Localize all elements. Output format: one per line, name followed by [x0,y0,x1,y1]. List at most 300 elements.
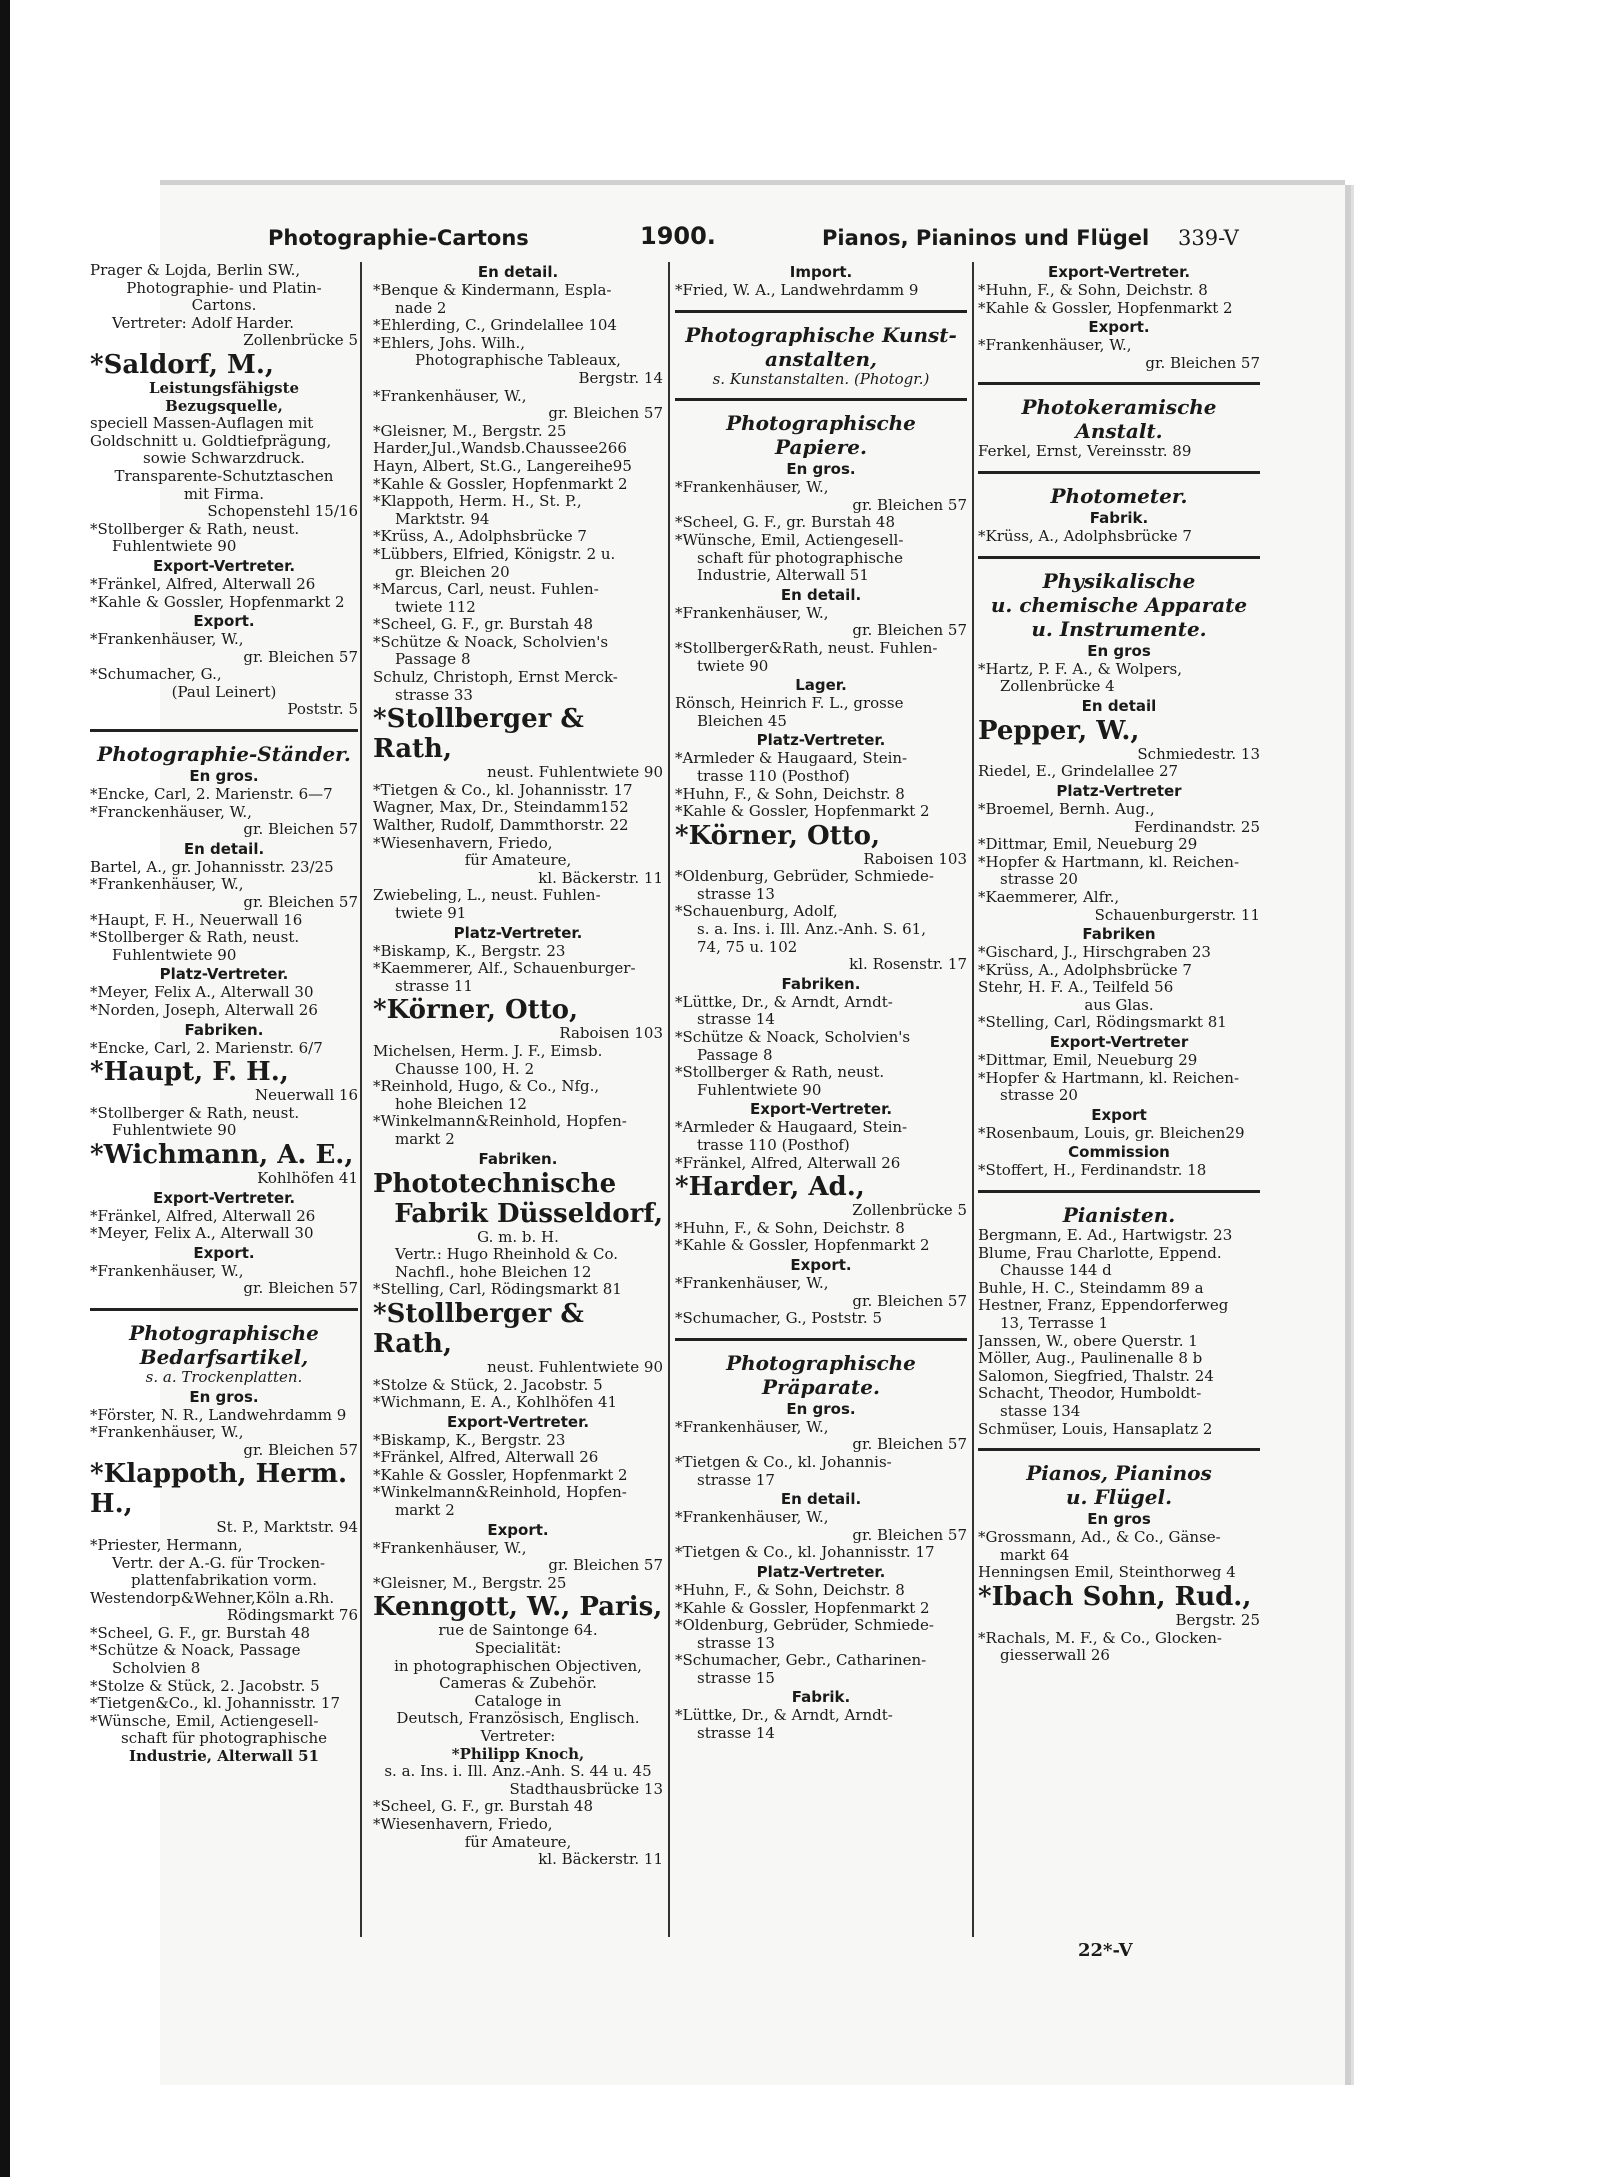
directory-entry: markt 2 [395,1130,455,1148]
directory-entry: markt 2 [395,1502,455,1520]
directory-entry: *Stollberger & Rath, [373,1298,584,1359]
directory-entry: *Förster, N. R., Landwehrdamm 9 [90,1406,347,1424]
directory-entry: Fuhlentwiete 90 [697,1081,822,1099]
column-rule [972,262,974,1937]
subheading: Export. [193,1243,255,1262]
directory-entry: *Frankenhäuser, W., [90,876,244,894]
subheading: En detail. [477,263,559,281]
directory-entry: *Kaemmerer, Alfr., [978,888,1120,906]
directory-entry: strasse 13 [697,885,775,903]
directory-entry: *Tietgen&Co., kl. Johannisstr. 17 [90,1695,341,1713]
directory-entry: schaft für photographische [697,549,903,567]
directory-entry: *Scheel, G. F., gr. Burstah 48 [675,514,895,532]
section-heading: Papiere. [775,435,867,460]
subheading: En detail. [183,839,265,858]
column-rule [668,262,670,1937]
directory-entry: *Priester, Hermann, [90,1536,243,1554]
directory-entry: gr. Bleichen 57 [1145,354,1260,372]
section-heading: Pianisten. [1062,1203,1176,1228]
directory-entry: gr. Bleichen 57 [548,405,663,423]
directory-entry: Passage 8 [697,1046,773,1064]
directory-entry: sowie Schwarzdruck. [143,450,305,468]
directory-entry: *Wichmann, A. E., [90,1139,354,1170]
directory-entry: *Broemel, Bernh. Aug., [978,800,1155,818]
directory-entry: *Scheel, G. F., gr. Burstah 48 [373,616,593,634]
directory-entry: *Kahle & Gossler, Hopfenmarkt 2 [373,1466,628,1484]
directory-entry: Ferdinandstr. 25 [1134,818,1260,836]
directory-entry: rue de Saintonge 64. [438,1622,598,1640]
directory-entry: *Rosenbaum, Louis, gr. Bleichen29 [978,1124,1245,1142]
directory-entry: *Frankenhäuser, W., [675,1509,829,1527]
directory-entry: *Scheel, G. F., gr. Burstah 48 [90,1624,310,1642]
directory-entry: *Frankenhäuser, W., [675,1418,829,1436]
directory-entry: Ferkel, Ernst, Vereinsstr. 89 [978,443,1192,461]
directory-entry: kl. Bäckerstr. 11 [538,1851,663,1869]
directory-entry: nade 2 [395,299,447,317]
directory-entry: Bergstr. 25 [1175,1611,1260,1629]
directory-entry: (Paul Leinert) [171,683,277,701]
directory-entry: *Wiesenhavern, Friedo, [373,834,553,852]
directory-entry: *Frankenhäuser, W., [373,1539,527,1557]
directory-entry: Bartel, A., gr. Johannisstr. 23/25 [90,858,334,876]
directory-entry: Industrie, Alterwall 51 [128,1748,320,1766]
subheading: Export. [1088,318,1150,337]
directory-entry: speciell Massen-Auflagen mit [90,415,314,433]
directory-entry: *Biskamp, K., Bergstr. 23 [373,942,566,960]
section-rule [675,1338,967,1341]
section-heading: Photographische [129,1320,319,1345]
directory-entry: *Lüttke, Dr., & Arndt, Arndt- [675,1707,893,1725]
directory-entry: *Frankenhäuser, W., [90,1262,244,1280]
directory-entry: *Winkelmann&Reinhold, Hopfen- [373,1113,627,1131]
directory-entry: gr. Bleichen 57 [243,821,358,839]
directory-entry: *Klappoth, Herm. H., [90,1459,348,1520]
directory-entry: gr. Bleichen 57 [852,496,967,514]
subheading: Commission [1068,1143,1170,1162]
directory-entry: gr. Bleichen 57 [243,1441,358,1459]
section-heading: Anstalt. [1075,419,1163,444]
directory-entry: *Frankenhäuser, W., [675,604,829,622]
footer-mark: 22*-V [1078,1940,1133,1961]
directory-entry: *Wünsche, Emil, Actiengesell- [90,1712,319,1730]
directory-entry: Schmiedestr. 13 [1137,745,1260,763]
directory-entry: Kohlhöfen 41 [257,1169,358,1187]
directory-entry: *Schütze & Noack, Scholvien's [373,633,609,651]
section-heading: anstalten, [764,346,878,371]
directory-entry: strasse 14 [697,1011,775,1029]
directory-entry: 74, 75 u. 102 [697,938,798,956]
directory-entry: *Frankenhäuser, W., [675,1274,829,1292]
directory-entry: trasse 110 (Posthof) [697,767,850,785]
subheading: En gros. [786,1399,856,1418]
directory-entry: *Wichmann, E. A., Kohlhöfen 41 [373,1394,618,1412]
section-heading: Bedarfsartikel, [139,1344,309,1369]
directory-entry: stasse 134 [1000,1402,1081,1420]
directory-entry: Nachfl., hohe Bleichen 12 [395,1263,592,1281]
directory-entry: *Norden, Joseph, Alterwall 26 [90,1002,318,1019]
directory-entry: in photographischen Objectiven, [394,1657,642,1675]
directory-entry: strasse 20 [1000,871,1078,889]
section-heading: Photographische [726,1350,916,1375]
directory-entry: Schmüser, Louis, Hansaplatz 2 [978,1420,1213,1438]
directory-entry: *Fränkel, Alfred, Alterwall 26 [90,1207,316,1225]
directory-entry: Pepper, W., [978,715,1140,746]
section-heading: Photokeramische [1021,395,1217,420]
directory-entry: Bezugsquelle, [165,397,283,415]
directory-entry: Michelsen, Herm. J. F., Eimsb. [373,1042,603,1060]
directory-entry: strasse 15 [697,1669,775,1687]
directory-entry: gr. Bleichen 57 [852,1436,967,1454]
directory-entry: *Schumacher, Gebr., Catharinen- [675,1652,927,1670]
section-heading: u. Instrumente. [1031,616,1207,641]
directory-entry: gr. Bleichen 57 [243,648,358,666]
directory-entry: kl. Bäckerstr. 11 [538,869,663,887]
directory-entry: *Meyer, Felix A., Alterwall 30 [90,1225,314,1243]
subheading: En detail. [780,585,862,604]
scan-edge [0,0,10,2177]
directory-entry: *Kahle & Gossler, Hopfenmarkt 2 [675,1237,930,1255]
directory-entry: strasse 11 [395,977,473,995]
directory-entry: *Kahle & Gossler, Hopfenmarkt 2 [675,1599,930,1617]
directory-entry: Harder,Jul.,Wandsb.Chaussee266 [373,440,627,458]
directory-entry: *Marcus, Carl, neust. Fuhlen- [373,581,599,599]
directory-entry: *Hopfer & Hartmann, kl. Reichen- [978,853,1240,871]
directory-entry: Fuhlentwiete 90 [112,1122,237,1140]
directory-entry: gr. Bleichen 57 [852,622,967,640]
directory-entry: Raboisen 103 [559,1025,663,1043]
section-rule [90,1308,358,1311]
directory-entry: Stadthausbrücke 13 [509,1780,663,1798]
subheading: Platz-Vertreter. [159,965,289,984]
section-rule [978,471,1260,474]
directory-entry: *Klappoth, Herm. H., St. P., [373,493,582,511]
directory-entry: Neuerwall 16 [255,1087,358,1105]
directory-entry: plattenfabrikation vorm. [131,1572,317,1590]
directory-entry: *Encke, Carl, 2. Marienstr. 6—7 [90,786,333,804]
directory-entry: hohe Bleichen 12 [395,1095,527,1113]
directory-entry: Goldschnitt u. Goldtiefprägung, [90,432,332,450]
directory-entry: für Amateure, [464,1833,572,1851]
directory-entry: Janssen, W., obere Querstr. 1 [978,1332,1198,1350]
directory-entry: *Stelling, Carl, Rödingsmarkt 81 [373,1281,622,1299]
directory-entry: *Stelling, Carl, Rödingsmarkt 81 [978,1014,1227,1032]
subheading: Export [1091,1105,1147,1124]
section-rule [675,398,967,401]
section-heading: Pianos, Pianinos [1026,1461,1212,1486]
directory-entry: *Stollberger & Rath, neust. [90,1104,300,1122]
directory-entry: Fabrik Düsseldorf, [394,1198,663,1229]
column-1 [90,262,358,1766]
directory-entry: Walther, Rudolf, Dammthorstr. 22 [373,817,629,835]
subheading: Platz-Vertreter. [756,731,886,750]
subheading: Fabriken. [184,1020,264,1039]
directory-entry: *Hartz, P. F. A., & Wolpers, [978,660,1182,678]
directory-entry: strasse 17 [697,1471,775,1489]
directory-entry: Zollenbrücke 5 [243,332,358,350]
directory-entry: Zwiebeling, L., neust. Fuhlen- [373,887,601,905]
directory-entry: *Haupt, F. H., Neuerwall 16 [90,911,303,929]
subheading: Export-Vertreter [1049,1033,1189,1052]
directory-entry: *Fränkel, Alfred, Alterwall 26 [675,1154,901,1172]
subheading: Fabrik. [1089,508,1149,527]
directory-entry: *Gischard, J., Hirschgraben 23 [978,944,1211,962]
directory-entry: Cartons. [191,297,257,315]
directory-entry: *Ehlerding, C., Grindelallee 104 [373,317,617,335]
directory-entry: *Tietgen & Co., kl. Johannis- [675,1453,892,1471]
directory-entry: Vertreter: [480,1728,556,1745]
directory-entry: Vertr.: Hugo Rheinhold & Co. [395,1246,619,1264]
directory-entry: *Winkelmann&Reinhold, Hopfen- [373,1484,627,1502]
directory-entry: *Stollberger & Rath, neust. [90,929,300,947]
directory-entry: giesserwall 26 [1000,1647,1110,1665]
directory-entry: *Fränkel, Alfred, Alterwall 26 [373,1449,599,1467]
subheading: Export-Vertreter. [749,1100,893,1119]
directory-entry: Cataloge in [474,1692,562,1710]
directory-entry: Passage 8 [395,651,471,669]
directory-entry: schaft für photographische [121,1730,327,1748]
directory-entry: *Stollberger & Rath, neust. [90,520,300,538]
directory-entry: *Meyer, Felix A., Alterwall 30 [90,984,314,1002]
directory-entry: *Fränkel, Alfred, Alterwall 26 [90,575,316,593]
directory-entry: *Kaemmerer, Alf., Schauenburger- [373,960,636,978]
section-heading: Photographische [726,411,916,436]
directory-entry: *Krüss, A., Adolphsbrücke 7 [978,961,1192,979]
directory-entry: Scholvien 8 [112,1660,201,1678]
subheading: Export. [193,612,255,631]
section-heading: Photometer. [1050,483,1188,508]
directory-entry: *Biskamp, K., Bergstr. 23 [373,1431,566,1449]
directory-entry: *Gleisner, M., Bergstr. 25 [373,1574,567,1592]
directory-entry: *Stolze & Stück, 2. Jacobstr. 5 [373,1376,603,1394]
subheading: En gros. [189,1387,259,1406]
directory-entry: *Saldorf, M., [90,349,274,380]
directory-entry: s. a. Ins. i. Ill. Anz.-Anh. S. 44 u. 45 [384,1763,652,1781]
directory-entry: s. a. Ins. i. Ill. Anz.-Anh. S. 61, [697,921,926,939]
directory-entry: 13, Terrasse 1 [1000,1315,1109,1332]
directory-entry: gr. Bleichen 20 [395,563,510,581]
section-rule [978,1190,1260,1193]
directory-entry: *Stollberger&Rath, neust. Fuhlen- [675,639,938,657]
directory-entry: *Gleisner, M., Bergstr. 25 [373,422,567,440]
directory-entry: Poststr. 5 [287,701,358,719]
directory-entry: Leistungsfähigste [148,379,300,397]
directory-entry: *Schauenburg, Adolf, [675,903,838,921]
section-heading: Physikalische [1042,568,1196,593]
directory-entry: *Krüss, A., Adolphsbrücke 7 [978,527,1192,545]
section-heading: Photographische Kunst- [685,322,957,347]
subheading: Lager. [795,676,847,695]
directory-entry: *Benque & Kindermann, Espla- [373,282,612,299]
directory-entry: *Encke, Carl, 2. Marienstr. 6/7 [90,1039,323,1057]
directory-entry: gr. Bleichen 57 [548,1557,663,1575]
directory-entry: *Scheel, G. F., gr. Burstah 48 [373,1798,593,1816]
subheading: Export-Vertreter. [446,1412,590,1431]
subheading: Export. [790,1255,852,1274]
directory-entry: Westendorp&Wehner,Köln a.Rh. [90,1589,335,1607]
directory-entry: *Stoffert, H., Ferdinandstr. 18 [978,1162,1207,1180]
directory-entry: Phototechnische [373,1168,617,1199]
directory-entry: strasse 20 [1000,1087,1078,1105]
directory-entry: *Tietgen & Co., kl. Johannisstr. 17 [373,781,633,799]
directory-entry: strasse 33 [395,686,473,704]
directory-entry: *Lübbers, Elfried, Königstr. 2 u. [373,545,616,563]
directory-entry: twiete 112 [395,598,476,616]
subheading: En detail [1081,696,1157,715]
subheading: Export-Vertreter. [152,556,296,575]
directory-entry: *Huhn, F., & Sohn, Deichstr. 8 [675,785,905,803]
directory-entry: twiete 90 [697,657,769,675]
directory-entry: Photographische Tableaux, [415,352,621,370]
directory-entry: Hestner, Franz, Eppendorferweg [978,1297,1229,1315]
directory-entry: neust. Fuhlentwiete 90 [487,1358,663,1376]
directory-entry: *Körner, Otto, [373,995,579,1026]
directory-entry: Riedel, E., Grindelallee 27 [978,763,1179,781]
directory-entry: *Frankenhäuser, W., [90,1424,244,1442]
subheading: Export-Vertreter. [1047,263,1191,281]
directory-entry: Marktstr. 94 [395,510,490,528]
directory-entry: strasse 13 [697,1634,775,1652]
directory-entry: Zollenbrücke 4 [1000,678,1115,696]
directory-entry: Möller, Aug., Paulinenalle 8 b [978,1350,1203,1368]
directory-entry: *Huhn, F., & Sohn, Deichstr. 8 [675,1581,905,1599]
directory-entry: *Huhn, F., & Sohn, Deichstr. 8 [675,1219,905,1237]
section-rule [978,1448,1260,1451]
directory-entry: Chausse 144 d [1000,1262,1112,1280]
directory-entry: Schulz, Christoph, Ernst Merck- [373,669,618,687]
directory-entry: *Schumacher, G., Poststr. 5 [675,1310,882,1328]
directory-entry: gr. Bleichen 57 [243,1280,358,1298]
directory-entry: markt 64 [1000,1546,1070,1564]
directory-entry: *Haupt, F. H., [90,1057,289,1088]
running-head-right: Pianos, Pianinos und Flügel [822,226,1150,250]
section-heading: Photographie-Ständer. [97,742,351,767]
directory-entry: *Armleder & Haugaard, Stein- [675,1119,908,1137]
subheading: Fabrik. [791,1688,851,1707]
directory-entry: gr. Bleichen 57 [243,894,358,912]
directory-entry: Specialität: [474,1640,562,1658]
directory-entry: Fuhlentwiete 90 [112,946,237,964]
directory-entry: *Frankenhäuser, W., [675,479,829,497]
directory-entry: Buhle, H. C., Steindamm 89 a [978,1279,1204,1297]
directory-entry: Blume, Frau Charlotte, Eppend. [978,1244,1222,1262]
directory-entry: Schacht, Theodor, Humboldt- [978,1385,1202,1403]
running-head-left: Photographie-Cartons [268,226,529,250]
column-4 [978,262,1260,1665]
directory-entry: *Fried, W. A., Landwehrdamm 9 [675,282,919,299]
section-rule [90,729,358,732]
directory-entry: Fuhlentwiete 90 [112,538,237,556]
directory-entry: *Oldenburg, Gebrüder, Schmiede- [675,1617,934,1635]
directory-entry: *Armleder & Haugaard, Stein- [675,750,908,768]
directory-entry: *Ehlers, Johs. Wilh., [373,334,526,352]
directory-entry: Vertreter: Adolf Harder. [112,314,295,332]
directory-entry: St. P., Marktstr. 94 [216,1519,358,1537]
directory-entry: Vertr. der A.-G. für Trocken- [112,1554,326,1572]
directory-entry: trasse 110 (Posthof) [697,1137,850,1154]
directory-entry: *Stollberger & Rath, neust. [675,1064,885,1082]
subheading: Fabriken. [781,974,861,993]
column-rule [360,262,362,1937]
directory-entry: Schauenburgerstr. 11 [1094,906,1260,924]
directory-entry: Salomon, Siegfried, Thalstr. 24 [978,1367,1214,1385]
directory-entry: Stehr, H. F. A., Teilfeld 56 [978,979,1174,997]
directory-entry: *Oldenburg, Gebrüder, Schmiede- [675,868,934,886]
subheading: En gros [1087,1510,1151,1529]
subheading: Platz-Vertreter. [756,1562,886,1581]
directory-entry: *Kahle & Gossler, Hopfenmarkt 2 [675,803,930,821]
subheading: En gros [1087,641,1151,660]
directory-entry: Raboisen 103 [863,850,967,868]
directory-entry: *Schumacher, G., [90,666,222,684]
directory-entry: *Frankenhäuser, W., [90,631,244,649]
directory-entry: twiete 91 [395,905,467,922]
directory-entry: Bergmann, E. Ad., Hartwigstr. 23 [978,1227,1233,1245]
directory-entry: mit Firma. [183,485,265,503]
directory-entry: *Stollberger & Rath, [373,704,584,765]
subheading: Export. [487,1520,549,1539]
directory-entry: *Kahle & Gossler, Hopfenmarkt 2 [978,299,1233,317]
directory-entry: Bergstr. 14 [578,369,663,387]
directory-entry: *Stolze & Stück, 2. Jacobstr. 5 [90,1677,320,1695]
directory-entry: gr. Bleichen 57 [852,1292,967,1310]
column-3 [675,262,967,1743]
directory-entry: Zollenbrücke 5 [852,1202,967,1220]
directory-entry: Prager & Lojda, Berlin SW., [90,262,301,279]
directory-entry: *Dittmar, Emil, Neueburg 29 [978,836,1198,854]
directory-entry: *Frankenhäuser, W., [978,337,1132,355]
directory-entry: G. m. b. H. [477,1228,559,1246]
directory-entry: *Dittmar, Emil, Neueburg 29 [978,1052,1198,1070]
section-heading: s. a. Trockenplatten. [145,1367,303,1386]
directory-entry: *Tietgen & Co., kl. Johannisstr. 17 [675,1544,935,1562]
subheading: En gros. [786,460,856,479]
directory-entry: Schopenstehl 15/16 [207,503,358,521]
directory-entry: Industrie, Alterwall 51 [697,567,869,585]
running-head-year: 1900. [640,222,716,250]
directory-entry: kl. Rosenstr. 17 [849,956,967,974]
page-number: 339-V [1178,226,1239,250]
subheading: Fabriken [1082,925,1156,944]
directory-entry: Rödingsmarkt 76 [227,1607,358,1625]
directory-entry: *Hopfer & Hartmann, kl. Reichen- [978,1069,1240,1087]
directory-entry: Bleichen 45 [697,712,787,730]
directory-entry: *Frankenhäuser, W., [373,387,527,405]
directory-entry: *Schütze & Noack, Scholvien's [675,1029,911,1047]
subheading: Platz-Vertreter. [453,923,583,942]
directory-entry: *Wünsche, Emil, Actiengesell- [675,531,904,549]
directory-entry: *Philipp Knoch, [451,1745,585,1763]
subheading: En gros. [189,767,259,786]
directory-entry: Chausse 100, H. 2 [395,1060,535,1078]
column-2 [373,262,663,1869]
directory-entry: *Huhn, F., & Sohn, Deichstr. 8 [978,282,1208,299]
section-rule [978,556,1260,559]
directory-entry: gr. Bleichen 57 [852,1526,967,1544]
directory-entry: *Harder, Ad., [675,1172,865,1203]
directory-entry: neust. Fuhlentwiete 90 [487,764,663,782]
directory-entry: strasse 14 [697,1725,775,1743]
subheading: Export-Vertreter. [152,1188,296,1207]
directory-entry: *Reinhold, Hugo, & Co., Nfg., [373,1078,600,1096]
directory-entry: Henningsen Emil, Steinthorweg 4 [978,1564,1236,1582]
directory-entry: für Amateure, [464,852,572,870]
section-rule [978,382,1260,385]
directory-entry: *Grossmann, Ad., & Co., Gänse- [978,1529,1221,1547]
directory-entry: Photographie- und Platin- [126,279,322,297]
subheading: En detail. [780,1490,862,1509]
directory-entry: Hayn, Albert, St.G., Langereihe95 [373,457,632,475]
directory-entry: *Wiesenhavern, Friedo, [373,1815,553,1833]
